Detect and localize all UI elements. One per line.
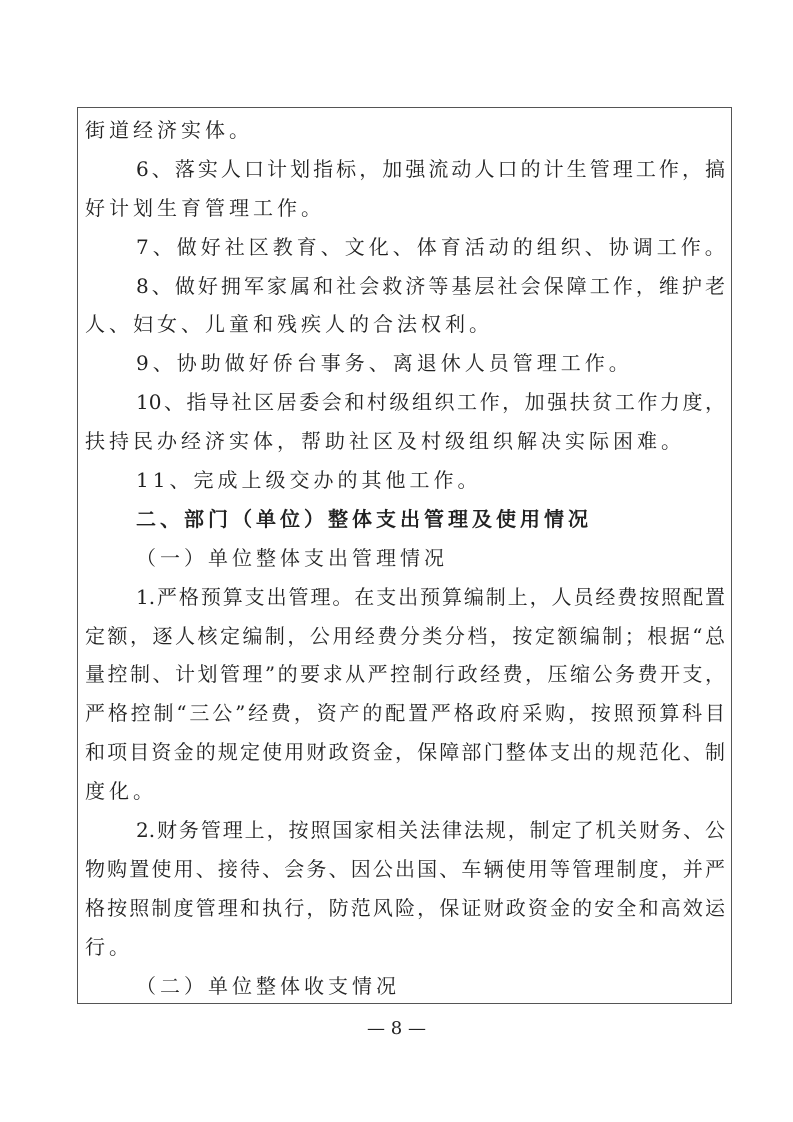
text-line: 街道经济实体。 (85, 118, 253, 142)
text-line: 严格控制“三公”经费，资产的配置严格政府采购，按照预算科目 (85, 701, 725, 726)
text-line: 格按照制度管理和执行，防范风险，保证财政资金的安全和高效运 (85, 895, 725, 920)
paragraph (85, 344, 725, 383)
text-line: （一）单位整体支出管理情况 (136, 545, 448, 570)
text-line: 定额，逐人核定编制，公用经费分类分档，按定额编制；根据“总 (85, 623, 725, 648)
paragraph (85, 539, 725, 578)
text-line: 二、部门（单位）整体支出管理及使用情况 (136, 506, 592, 531)
text-line: 和项目资金的规定使用财政资金，保障部门整体支出的规范化、制 (85, 740, 725, 765)
paragraph (85, 967, 725, 1006)
section-heading (85, 500, 725, 539)
paragraph (85, 150, 725, 228)
paragraph (85, 461, 725, 500)
text-line: 7、做好社区教育、文化、体育活动的组织、协调工作。 (136, 234, 729, 259)
text-line: 11、完成上级交办的其他工作。 (136, 468, 482, 493)
text-line: 6、落实人口计划指标，加强流动人口的计生管理工作，搞 (136, 156, 725, 181)
text-line: 人、妇女、儿童和残疾人的合法权利。 (85, 312, 493, 337)
text-line: （二）单位整体收支情况 (136, 973, 400, 998)
paragraph (85, 228, 729, 267)
paragraph (85, 267, 725, 345)
text-line: 行。 (85, 934, 133, 959)
text-line: 10、指导社区居委会和村级组织工作，加强扶贫工作力度， (136, 390, 725, 415)
text-line: 8、做好拥军家属和社会救济等基层社会保障工作，维护老 (136, 273, 725, 298)
page-number: — 8 — (367, 1018, 426, 1039)
paragraph (85, 383, 725, 461)
paragraph (85, 578, 725, 811)
text-line: 2.财务管理上，按照国家相关法律法规，制定了机关财务、公 (136, 818, 725, 843)
document-body (85, 111, 729, 1005)
text-line: 扶持民办经济实体，帮助社区及村级组织解决实际困难。 (85, 429, 685, 454)
paragraph (85, 111, 725, 150)
text-line: 度化。 (85, 779, 157, 804)
text-line: 物购置使用、接待、会务、因公出国、车辆使用等管理制度，并严 (85, 856, 725, 881)
text-line: 好计划生育管理工作。 (85, 195, 325, 220)
text-line: 9、协助做好侨台事务、离退休人员管理工作。 (136, 351, 633, 376)
text-line: 量控制、计划管理”的要求从严控制行政经费，压缩公务费开支， (85, 662, 725, 687)
paragraph (85, 811, 725, 967)
text-line: 1.严格预算支出管理。在支出预算编制上，人员经费按照配置 (136, 584, 725, 609)
